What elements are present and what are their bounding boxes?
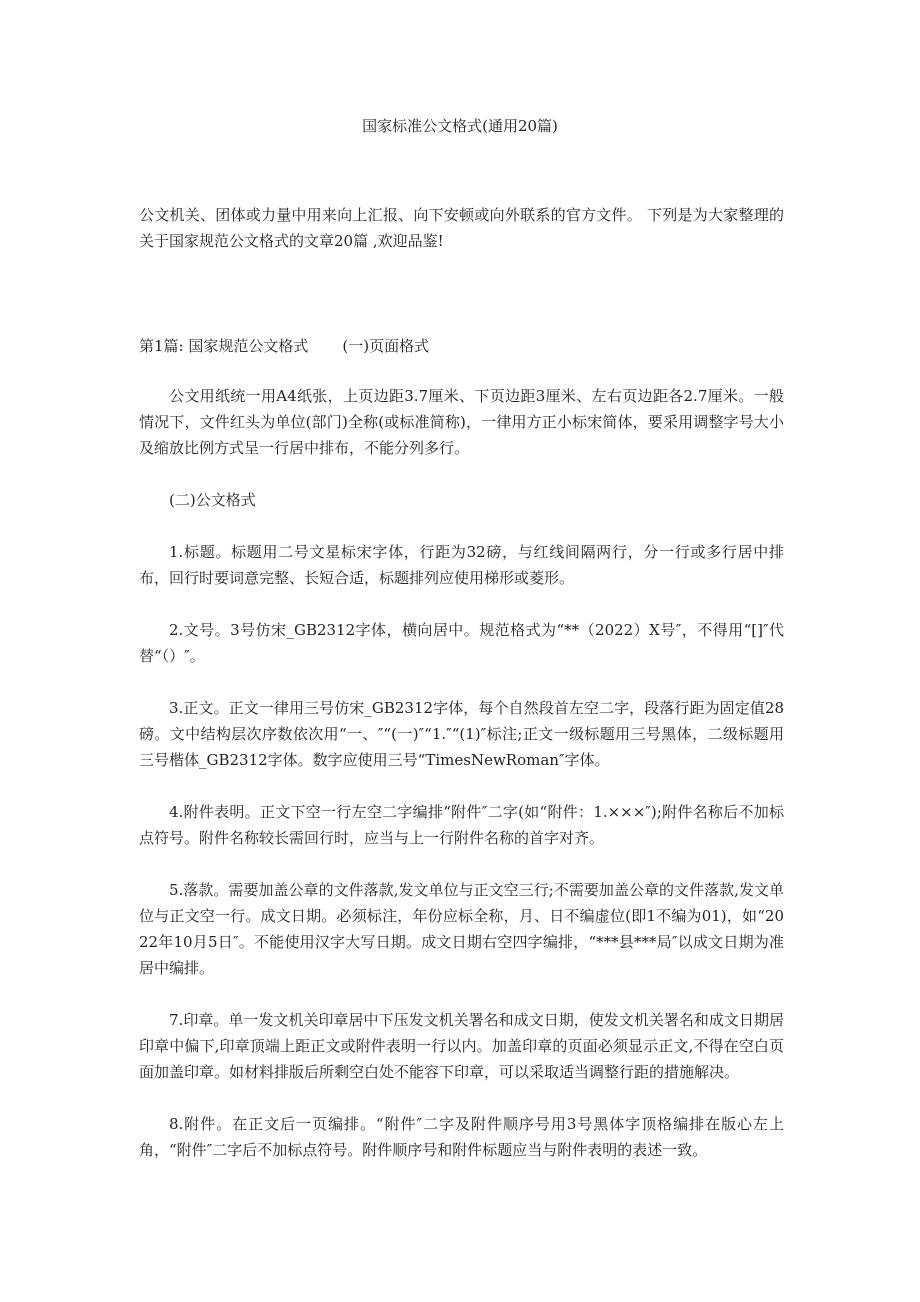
- paragraph-attachment-rule: 8.附件。在正文后一页编排。“附件″二字及附件顺序号用3号黑体字顶格编排在版心左上角，“附件″二字后不加标点符号。附件顺序号和附件标题应当与附件表明的表述一致。: [139, 1115, 784, 1159]
- paragraph-seal-rule: 7.印章。单一发文机关印章居中下压发文机关署名和成文日期，使发文机关署名和成文日期居印章中偏下,印章顶端上距正文或附件表明一行以内。加盖印章的页面必须显示正文,不得在空白页面加盖印章。如材料排版后所剩空白处不能容下印章，可以采取适当调整行距的措施解决。: [139, 1011, 784, 1081]
- intro-block: [139, 202, 784, 254]
- intro-paragraph: 公文机关、团体或力量中用来向上汇报、向下安顿或向外联系的官方文件。 下列是为大家整理的关于国家规范公文格式的文章20篇 ,欢迎品鉴!: [139, 206, 784, 250]
- section-heading: [139, 333, 784, 359]
- section-heading-article: 第1篇: 国家规范公文格式: [139, 337, 309, 355]
- paragraph-title-rule: 1.标题。标题用二号文星标宋字体，行距为32磅，与红线间隔两行，分一行或多行居中排布，回行时要词意完整、长短合适，标题排列应使用梯形或菱形。: [139, 543, 784, 587]
- paragraph-signature-rule: 5.落款。需要加盖公章的文件落款,发文单位与正文空三行;不需要加盖公章的文件落款,发文单位与正文空一行。成文日期。必须标注，年份应标全称，月、日不编虚位(即1不编为01)，如“2022年10月5日″。不能使用汉字大写日期。成文日期右空四字编排，“***县***局″以成文日期为准居中编排。: [139, 881, 784, 977]
- paragraph-attachment-note-rule: 4.附件表明。正文下空一行左空二字编排“附件″二字(如“附件：1.×××″);附件名称后不加标点符号。附件名称较长需回行时，应当与上一行附件名称的首字对齐。: [139, 803, 784, 847]
- paragraph-doc-format-heading: (二)公文格式: [169, 491, 256, 509]
- paragraph-doc-number-rule: 2.文号。3号仿宋_GB2312字体，横向居中。规范格式为“**（2022）X号″，不得用“[]″代替“（）″。: [139, 621, 784, 665]
- section-heading-subtitle: (一)页面格式: [342, 337, 430, 355]
- document-title: 国家标准公文格式(通用20篇): [362, 117, 558, 135]
- paragraph-body-rule: 3.正文。正文一律用三号仿宋_GB2312字体，每个自然段首左空二字，段落行距为固定值28磅。文中结构层次序数依次用“一、″“(一)″“1.″“(1)″标注;正文一级标题用三号黑体，二级标题用三号楷体_GB2312字体。数字应使用三号“TimesNewRoman″字体。: [139, 699, 784, 769]
- paragraph-page-format: 公文用纸统一用A4纸张，上页边距3.7厘米、下页边距3厘米、左右页边距各2.7厘米。一般情况下，文件红头为单位(部门)全称(或标准简称)，一律用方正小标宋简体，要采用调整字号大小及缩放比例方式呈一行居中排布，不能分列多行。: [139, 387, 784, 457]
- body-text: [139, 383, 784, 1189]
